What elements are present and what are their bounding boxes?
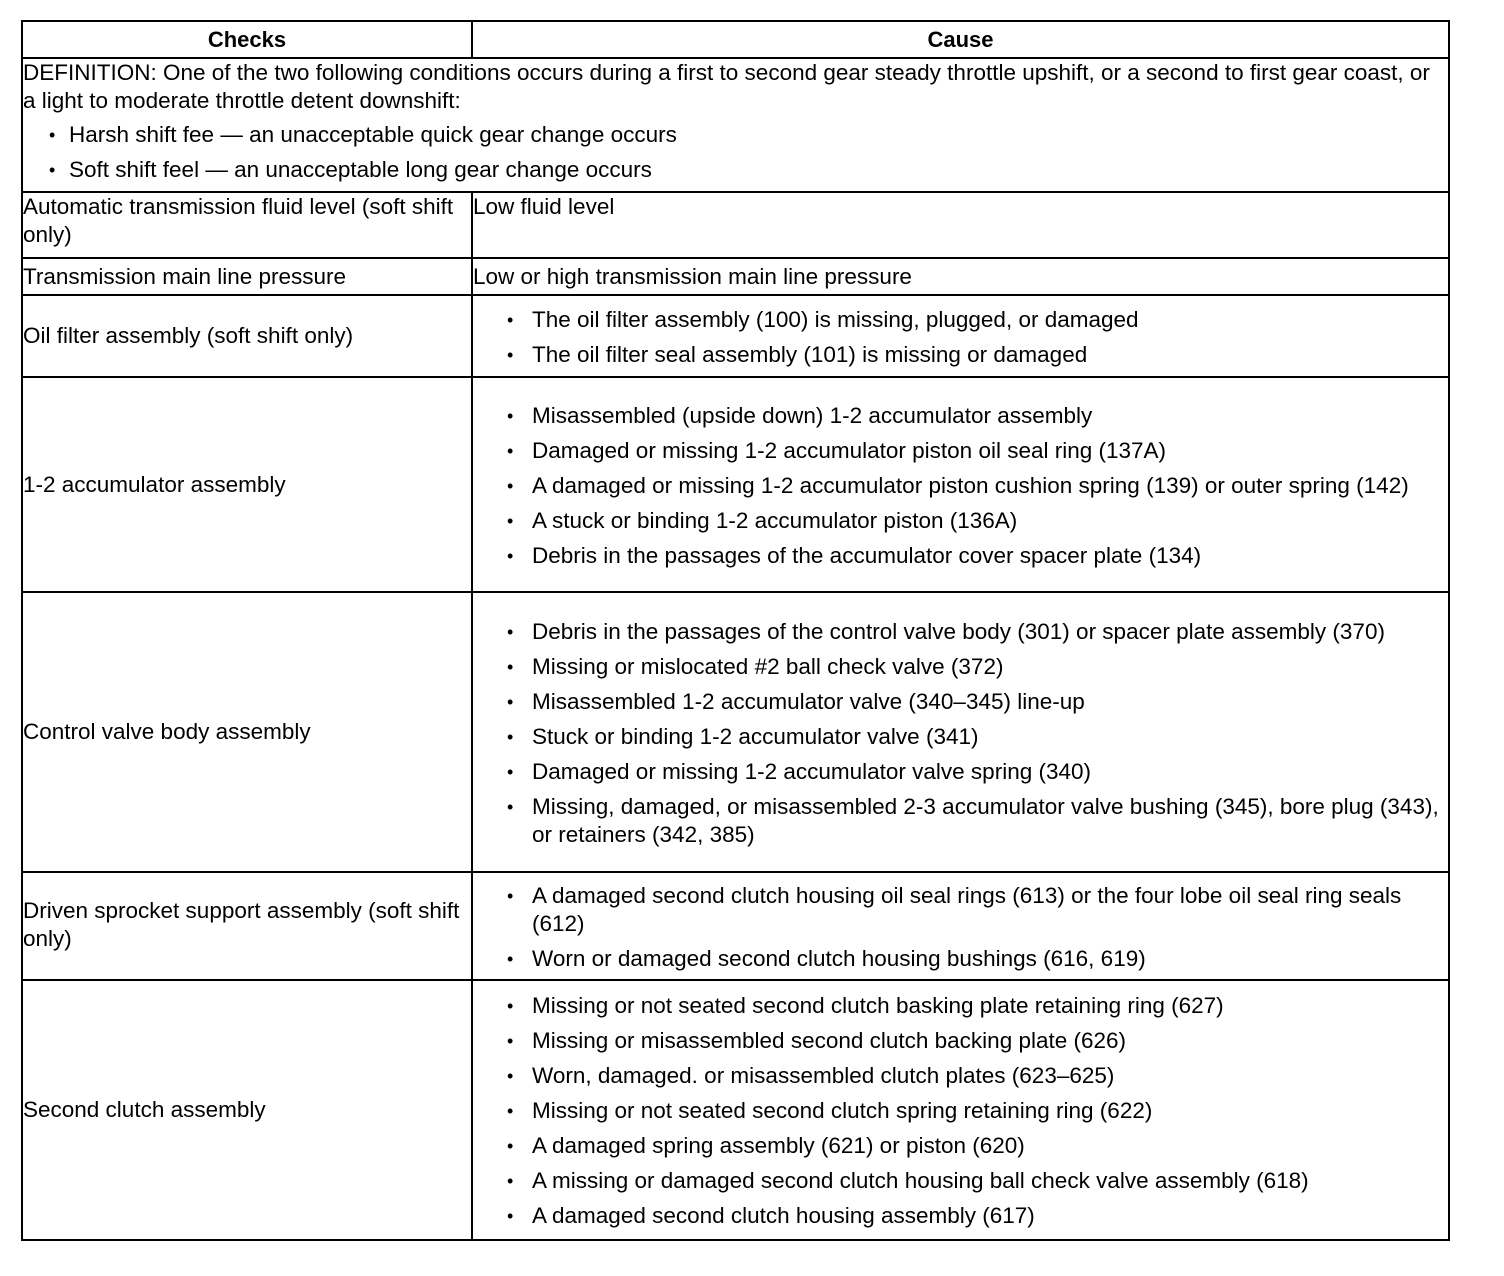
list-item: • A damaged spring assembly (621) or piston (620) [507,1133,1025,1158]
bullet-icon: • [49,160,56,180]
definition-bullet: • Soft shift feel — an unacceptable long gear change occurs [49,157,652,182]
list-item: • A damaged second clutch housing oil seal rings (613) or the four lobe oil seal ring seals (612) [507,882,1402,936]
cause-cell [472,872,1449,980]
list-item: • Missing or misassembled second clutch backing plate (626) [507,1028,1127,1053]
list-item: • Worn, damaged. or misassembled clutch plates (623–625) [507,1063,1115,1088]
cause-list [473,610,1448,855]
bullet-icon: • [507,344,514,365]
definition-row [22,58,1449,192]
list-item: • Worn or damaged second clutch housing bushings (616, 619) [507,945,1146,971]
bullet-icon: • [507,761,514,782]
cause-list [473,298,1448,375]
list-item: • Misassembled (upside down) 1-2 accumulator assembly [507,402,1093,428]
check-cell: Driven sprocket support assembly (soft shift only) [22,872,472,980]
bullet-icon: • [507,656,514,677]
list-item: • A damaged or missing 1-2 accumulator piston cushion spring (139) or outer spring (142) [507,472,1409,498]
bullet-icon: • [507,691,514,712]
check-cell: Transmission main line pressure [22,258,472,295]
list-item: • Missing, damaged, or misassembled 2-3 accumulator valve bushing (345), bore plug (343), or retainers (342, 385) [507,793,1439,847]
cause-cell [472,295,1449,377]
table-row [22,592,1449,872]
list-item: • A missing or damaged second clutch housing ball check valve assembly (618) [507,1168,1309,1193]
cause-cell [472,980,1449,1240]
cause-list [473,984,1448,1236]
definition-text: DEFINITION: One of the two following conditions occurs during a first to second gear steady throttle upshift, or a second to first gear coast, or a light to moderate throttle detent downshift: [23,60,1430,113]
list-item: • Damaged or missing 1-2 accumulator piston oil seal ring (137A) [507,437,1167,463]
cause-cell [472,377,1449,592]
bullet-icon: • [507,948,514,969]
list-item: • Damaged or missing 1-2 accumulator valve spring (340) [507,758,1091,784]
table-row [22,872,1449,980]
list-item: • A stuck or binding 1-2 accumulator piston (136A) [507,507,1018,533]
bullet-icon: • [507,621,514,642]
list-item: • Misassembled 1-2 accumulator valve (340–345) line-up [507,688,1085,714]
table-row [22,377,1449,592]
table-row [22,258,1449,295]
check-cell: Automatic transmission fluid level (soft shift only) [22,192,472,258]
definition-bullet: • Harsh shift fee — an unacceptable quick gear change occurs [49,122,677,147]
check-cell: Second clutch assembly [22,980,472,1240]
bullet-icon: • [49,125,56,145]
cause-cell: Low or high transmission main line pressure [472,258,1449,295]
list-item: • The oil filter seal assembly (101) is missing or damaged [507,341,1088,367]
bullet-icon: • [507,1031,514,1051]
bullet-icon: • [507,545,514,566]
list-item: • Stuck or binding 1-2 accumulator valve (341) [507,723,979,749]
cause-header: Cause [472,21,1449,58]
check-cell: Oil filter assembly (soft shift only) [22,295,472,377]
checks-header: Checks [22,21,472,58]
bullet-icon: • [507,796,514,817]
bullet-icon: • [507,1136,514,1156]
header-row [22,21,1449,58]
definition-cell [22,58,1449,192]
table-row [22,980,1449,1240]
bullet-icon: • [507,885,514,906]
list-item: • The oil filter assembly (100) is missing, plugged, or damaged [507,306,1139,332]
list-item: • Missing or not seated second clutch basking plate retaining ring (627) [507,993,1224,1018]
cause-list [473,874,1448,979]
list-item: • Debris in the passages of the accumulator cover spacer plate (134) [507,542,1202,568]
bullet-icon: • [507,510,514,531]
definition-bullets [23,121,1448,184]
bullet-icon: • [507,1066,514,1086]
bullet-icon: • [507,475,514,496]
cause-list [473,394,1448,576]
list-item: • Missing or mislocated #2 ball check valve (372) [507,653,1004,679]
diagnostic-table [21,20,1450,1241]
check-cell: 1-2 accumulator assembly [22,377,472,592]
check-cell: Control valve body assembly [22,592,472,872]
list-item: • A damaged second clutch housing assembly (617) [507,1203,1035,1228]
bullet-icon: • [507,1206,514,1226]
bullet-icon: • [507,1171,514,1191]
bullet-icon: • [507,405,514,426]
list-item: • Debris in the passages of the control valve body (301) or spacer plate assembly (370) [507,618,1385,644]
list-item: • Missing or not seated second clutch spring retaining ring (622) [507,1098,1153,1123]
table-row [22,192,1449,258]
bullet-icon: • [507,309,514,330]
bullet-icon: • [507,440,514,461]
cause-cell [472,592,1449,872]
cause-cell: Low fluid level [472,192,1449,258]
table-row [22,295,1449,377]
bullet-icon: • [507,1101,514,1121]
bullet-icon: • [507,996,514,1016]
bullet-icon: • [507,726,514,747]
